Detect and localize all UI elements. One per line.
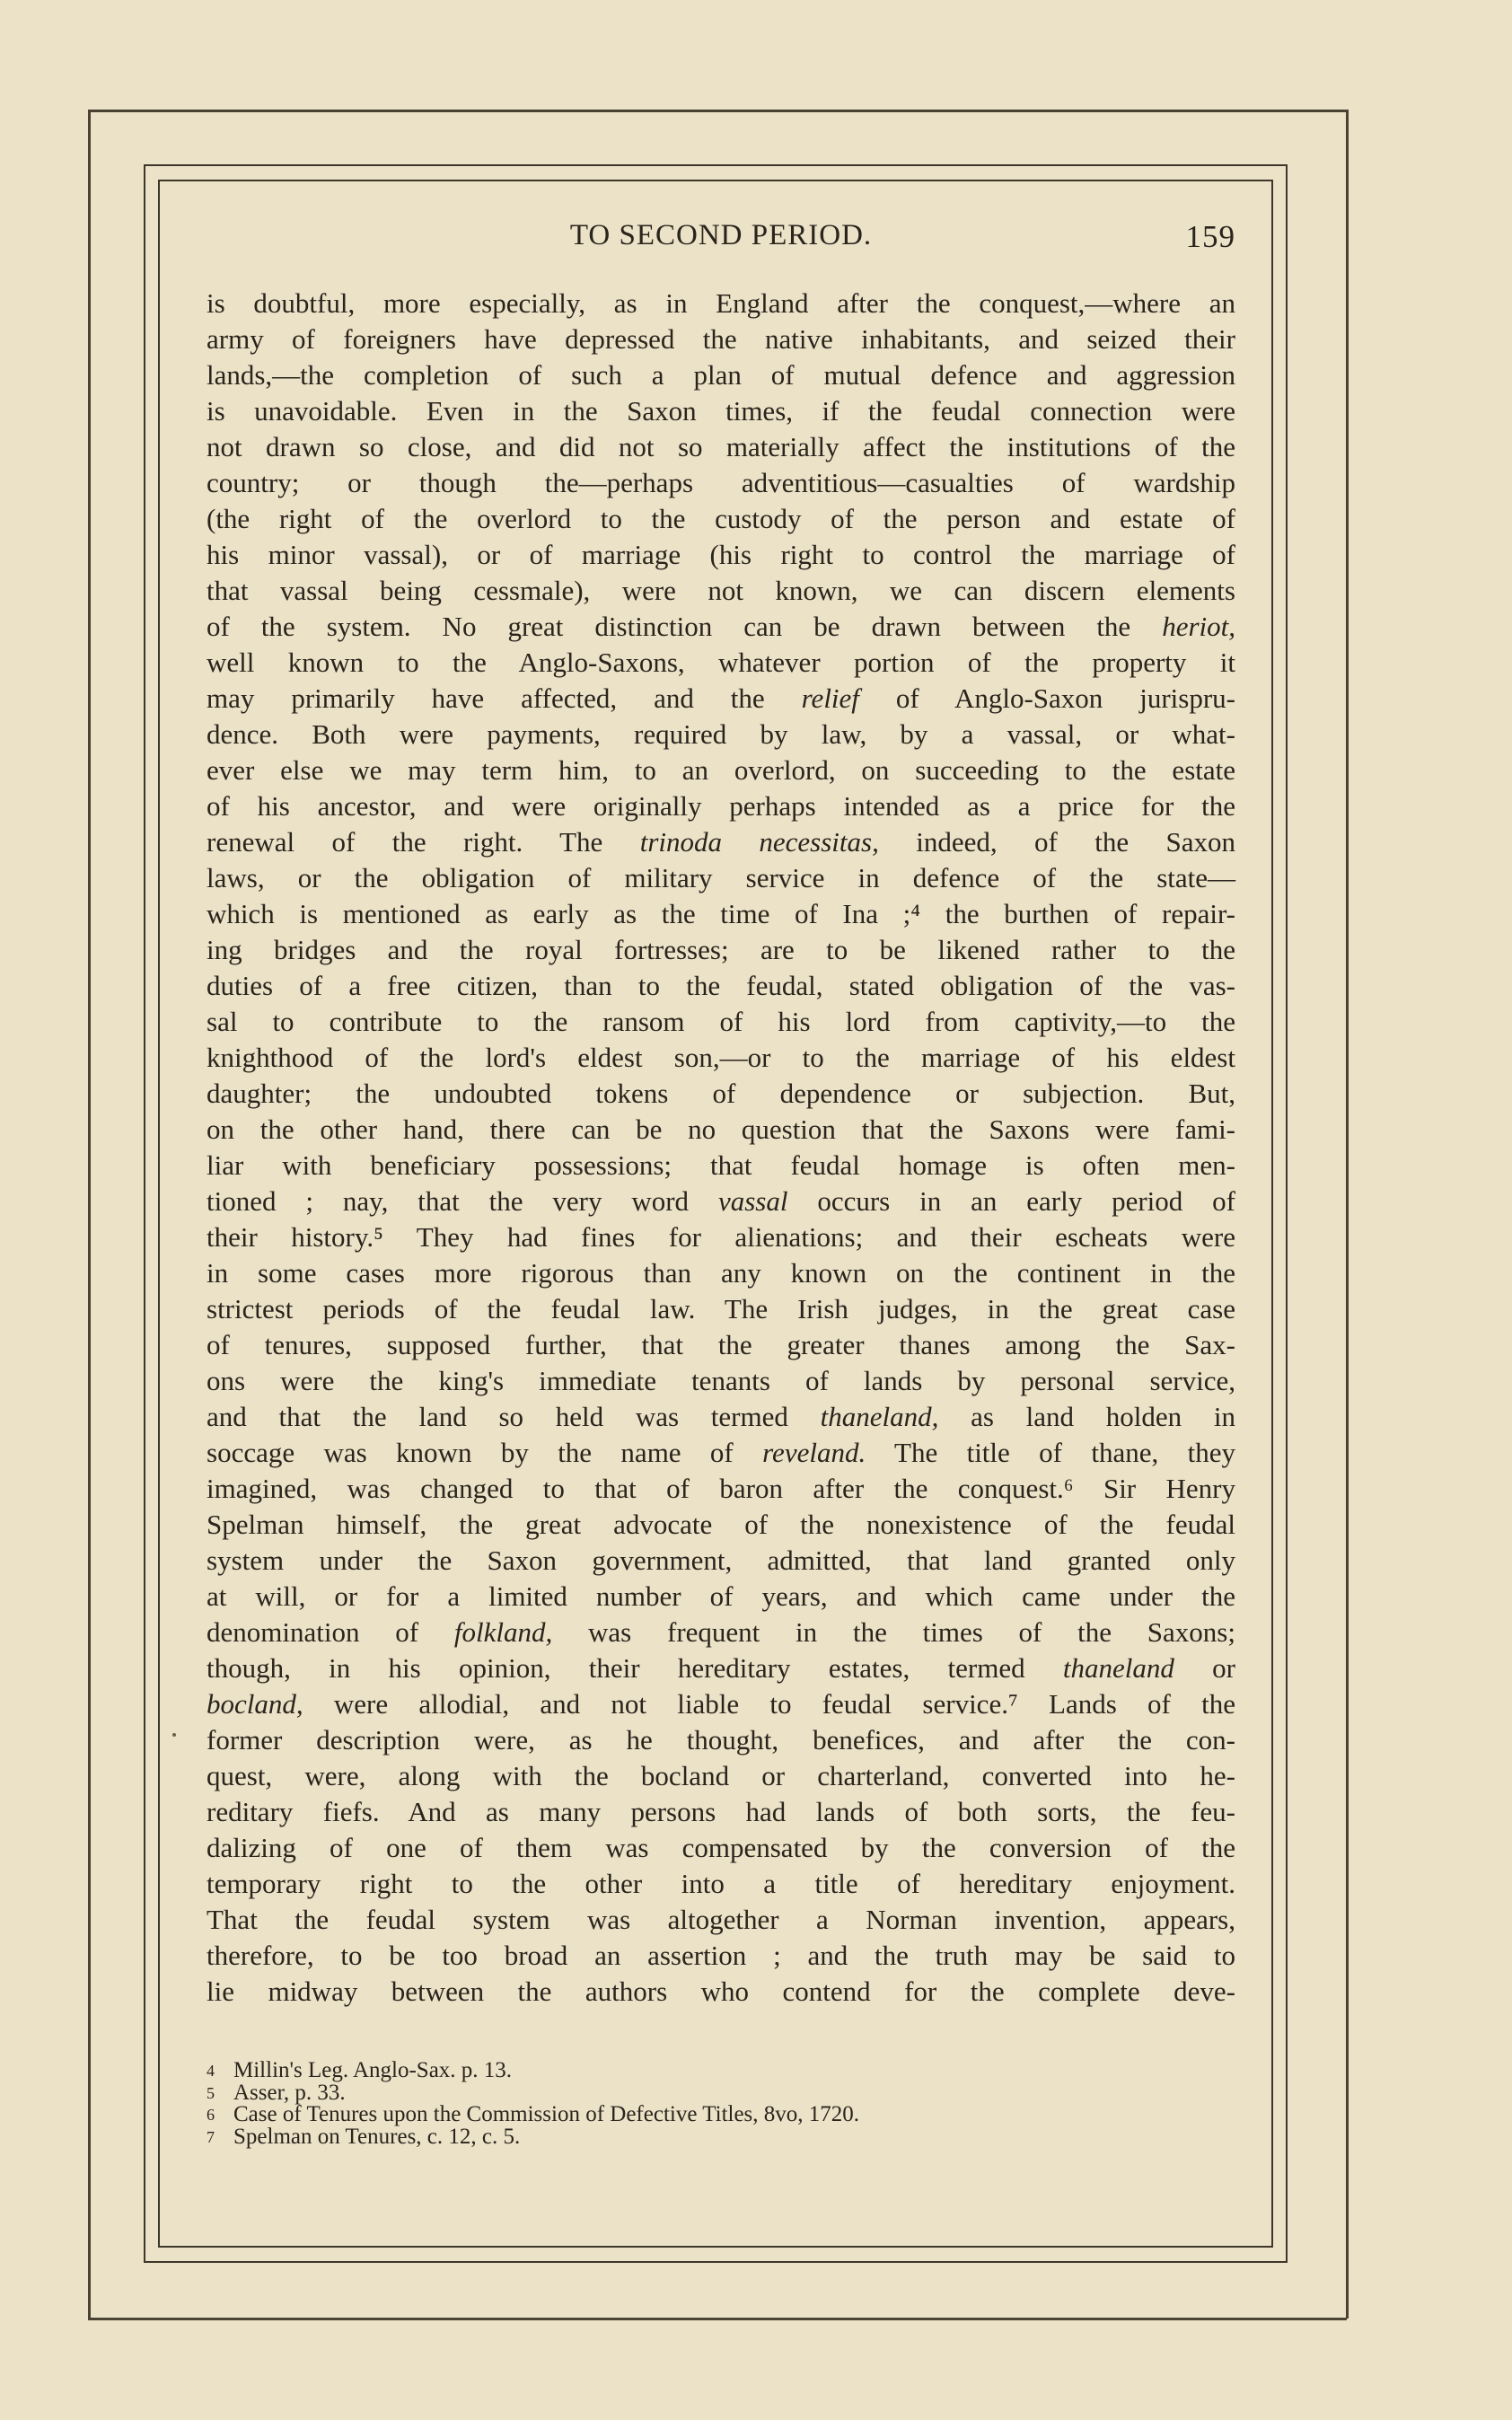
text-line: [207, 1327, 1235, 1363]
text-line: [207, 1938, 1235, 1974]
footnote: [207, 2082, 1235, 2105]
text-line: [207, 1040, 1235, 1076]
footnote: [207, 2060, 1235, 2082]
text-run: renewal of the right. The: [207, 826, 640, 858]
text-line: [207, 357, 1235, 393]
text-line: [207, 1363, 1235, 1399]
italic-term: vassal: [717, 1185, 788, 1217]
text-run: may primarily have affected, and the: [207, 682, 802, 714]
page-number: 159: [1185, 219, 1235, 254]
text-line: [207, 1866, 1235, 1902]
text-run: liar with beneficiary possessions; that feudal homage is often men-: [207, 1149, 1235, 1181]
text-run: knighthood of the lord's eldest son,—or to the marriage of his eldest: [207, 1042, 1235, 1073]
text-line: [207, 1184, 1235, 1219]
text-line: [207, 465, 1235, 501]
text-run: lands,—the completion of such a plan of mutual defence and aggression: [207, 359, 1235, 391]
text-line: [207, 1830, 1235, 1866]
outer-rule-right: [1346, 110, 1349, 2319]
text-run: is unavoidable. Even in the Saxon times, if the feudal connection were: [207, 395, 1235, 427]
italic-term: thaneland: [1062, 1652, 1174, 1684]
text-line: [207, 1615, 1235, 1650]
text-line: [207, 1974, 1235, 2010]
text-run: as land holden in: [938, 1401, 1235, 1432]
text-line: [207, 788, 1235, 824]
text-line: [207, 1902, 1235, 1938]
text-run: sal to contribute to the ransom of his lord from captivity,—to the: [207, 1006, 1235, 1037]
italic-term: relief: [801, 682, 859, 714]
text-line: [207, 1112, 1235, 1148]
outer-rule-left: [88, 110, 91, 2319]
footnote-text: Spelman on Tenures, c. 12, c. 5.: [233, 2124, 521, 2149]
text-line: [207, 1076, 1235, 1112]
running-head: [207, 219, 1235, 259]
text-run: strictest periods of the feudal law. The Irish judges, in the great case: [207, 1293, 1235, 1324]
text-run: soccage was known by the name of: [207, 1437, 763, 1468]
text-line: [207, 501, 1235, 537]
text-run: his minor vassal), or of marriage (his right to control the marriage of: [207, 539, 1235, 570]
text-run: denomination of: [207, 1616, 454, 1648]
text-run: on the other hand, there can be no question that the Saxons were fami-: [207, 1113, 1235, 1145]
text-run: of his ancestor, and were originally perhaps intended as a price for the: [207, 790, 1235, 822]
text-run: or: [1174, 1652, 1235, 1684]
text-run: ing bridges and the royal fortresses; are to be likened rather to the: [207, 934, 1235, 965]
text-run: well known to the Anglo-Saxons, whatever portion of the property it: [207, 647, 1235, 678]
text-run: and that the land so held was termed: [207, 1401, 821, 1432]
text-line: [207, 1686, 1235, 1722]
text-run: their history.⁵ They had fines for alienations; and their escheats were: [207, 1221, 1235, 1253]
text-run: (the right of the overlord to the custody of the person and estate of: [207, 503, 1235, 534]
text-run: of the system. No great distinction can be drawn between the: [207, 611, 1163, 642]
text-run: occurs in an early period of: [787, 1185, 1235, 1217]
footnotes: [207, 2060, 1235, 2148]
text-line: [207, 1399, 1235, 1435]
footnote-text: Asser, p. 33.: [233, 2080, 346, 2105]
text-line: [207, 860, 1235, 896]
text-run: though, in his opinion, their hereditary estates, termed: [207, 1652, 1063, 1684]
text-line: [207, 752, 1235, 788]
text-run: were allodial, and not liable to feudal service.⁷ Lands of the: [303, 1688, 1235, 1720]
italic-term: heriot,: [1162, 611, 1235, 642]
body-text: [207, 286, 1235, 2010]
text-line: [207, 1255, 1235, 1291]
text-run: at will, or for a limited number of years, and which came under the: [207, 1580, 1235, 1612]
text-run: daughter; the undoubted tokens of dependence or subjection. But,: [207, 1078, 1235, 1109]
text-line: [207, 1579, 1235, 1615]
text-run: is doubtful, more especially, as in England after the conquest,—where an: [207, 287, 1235, 319]
text-run: army of foreigners have depressed the native inhabitants, and seized their: [207, 323, 1235, 355]
footnote-text: Millin's Leg. Anglo-Sax. p. 13.: [233, 2058, 513, 2082]
text-run: was frequent in the times of the Saxons;: [552, 1616, 1235, 1648]
text-run: tioned ; nay, that the very word: [207, 1185, 718, 1217]
text-line: [207, 1722, 1235, 1758]
text-line: [207, 1758, 1235, 1794]
footnote-mark: 4: [207, 2062, 215, 2080]
text-line: [207, 896, 1235, 932]
text-run: former description were, as he thought, benefices, and after the con-: [207, 1724, 1235, 1756]
text-line: [207, 932, 1235, 968]
text-run: of tenures, supposed further, that the greater thanes among the Sax-: [207, 1329, 1235, 1360]
outer-rule-bottom: [88, 2318, 1347, 2320]
italic-term: folkland,: [453, 1616, 553, 1648]
italic-term: trinoda necessitas,: [639, 826, 879, 858]
text-run: system under the Saxon government, admitted, that land granted only: [207, 1544, 1235, 1576]
footnote-text: Case of Tenures upon the Commission of Defective Titles, 8vo, 1720.: [233, 2102, 860, 2126]
text-line: [207, 717, 1235, 752]
italic-term: reveland.: [762, 1437, 866, 1468]
text-line: [207, 429, 1235, 465]
text-line: [207, 1794, 1235, 1830]
text-run: laws, or the obligation of military service in defence of the state—: [207, 862, 1235, 893]
text-line: [207, 681, 1235, 717]
text-run: duties of a free citizen, than to the feudal, stated obligation of the vas-: [207, 970, 1235, 1001]
footnote: [207, 2126, 1235, 2149]
text-line: [207, 573, 1235, 609]
text-run: imagined, was changed to that of baron after the conquest.⁶ Sir Henry: [207, 1473, 1235, 1504]
text-line: [207, 321, 1235, 357]
text-run: therefore, to be too broad an assertion ; and the truth may be said to: [207, 1940, 1235, 1971]
footnote-mark: 7: [207, 2127, 215, 2146]
text-run: dence. Both were payments, required by law, by a vassal, or what-: [207, 718, 1235, 750]
outer-rule-top: [88, 110, 1347, 112]
text-run: ever else we may term him, to an overlord, on succeeding to the estate: [207, 754, 1235, 786]
text-run: dalizing of one of them was compensated by the conversion of the: [207, 1832, 1235, 1863]
footnote-mark: 6: [207, 2106, 215, 2124]
text-run: in some cases more rigorous than any known on the continent in the: [207, 1257, 1235, 1289]
text-line: [207, 609, 1235, 645]
text-run: The title of thane, they: [866, 1437, 1235, 1468]
footnote: [207, 2104, 1235, 2126]
text-line: [207, 286, 1235, 321]
text-run: indeed, of the Saxon: [878, 826, 1235, 858]
text-run: lie midway between the authors who contend for the complete deve-: [207, 1976, 1235, 2007]
text-run: Spelman himself, the great advocate of the nonexistence of the feudal: [207, 1509, 1235, 1540]
running-title: TO SECOND PERIOD.: [569, 219, 873, 251]
text-run: quest, were, along with the bocland or charterland, converted into he-: [207, 1760, 1235, 1791]
text-run: That the feudal system was altogether a Norman invention, appears,: [207, 1904, 1235, 1935]
text-run: reditary fiefs. And as many persons had lands of both sorts, the feu-: [207, 1796, 1235, 1827]
italic-term: bocland,: [207, 1688, 303, 1720]
text-run: that vassal being cessmale), were not known, we can discern elements: [207, 575, 1235, 606]
text-line: [207, 1543, 1235, 1579]
text-line: [207, 1291, 1235, 1327]
text-line: [207, 1650, 1235, 1686]
footnote-mark: 5: [207, 2083, 215, 2102]
text-run: temporary right to the other into a title of hereditary enjoyment.: [207, 1868, 1235, 1899]
text-run: ons were the king's immediate tenants of lands by personal service,: [207, 1365, 1235, 1396]
text-line: [207, 1219, 1235, 1255]
text-line: [207, 1507, 1235, 1543]
text-line: [207, 1471, 1235, 1507]
text-line: [207, 393, 1235, 429]
text-line: [207, 1004, 1235, 1040]
text-run: country; or though the—perhaps adventitious—casualties of wardship: [207, 467, 1235, 498]
text-run: not drawn so close, and did not so materially affect the institutions of the: [207, 431, 1235, 462]
italic-term: thaneland,: [820, 1401, 939, 1432]
paper-speck: [172, 1733, 176, 1737]
text-line: [207, 968, 1235, 1004]
text-line: [207, 537, 1235, 573]
text-line: [207, 645, 1235, 681]
text-line: [207, 1148, 1235, 1184]
text-line: [207, 1435, 1235, 1471]
text-line: [207, 824, 1235, 860]
text-run: which is mentioned as early as the time of Ina ;⁴ the burthen of repair-: [207, 898, 1235, 929]
text-run: of Anglo-Saxon jurispru-: [858, 682, 1235, 714]
